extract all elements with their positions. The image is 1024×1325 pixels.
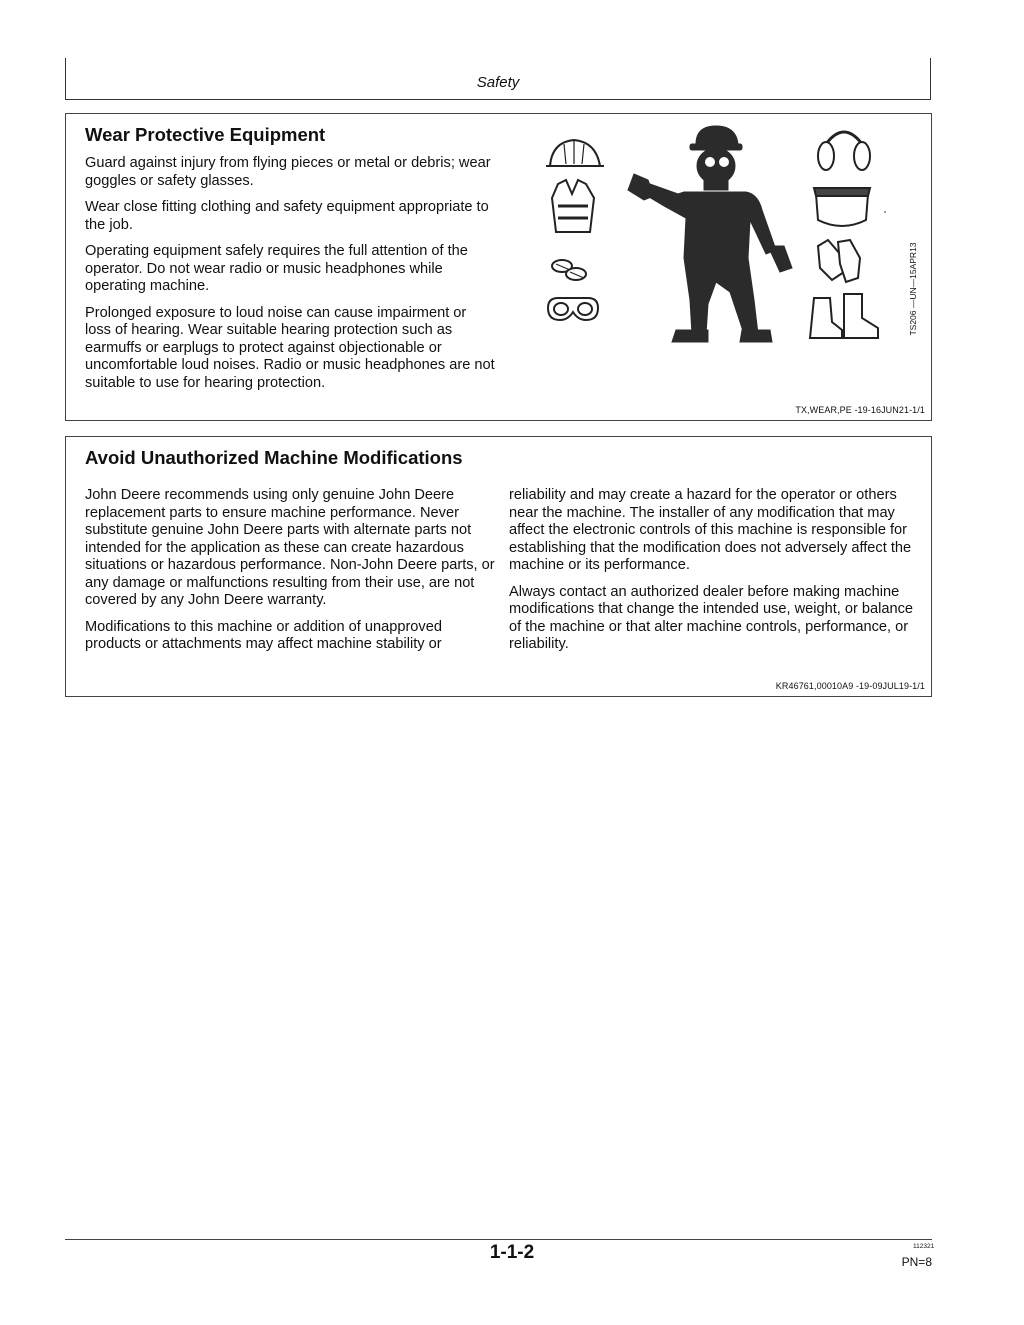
paragraph: Guard against injury from flying pieces or metal or debris; wear goggles or safety glasses. [85,155,491,189]
footer-divider [65,1239,932,1240]
paragraph: Modifications to this machine or addition of unapproved products or attachments may affect machine stability or [85,618,442,652]
gloves-icon [818,240,860,282]
paragraph: reliability and may create a hazard for the operator or others near the machine. The installer of any modification that may affect the electronic controls of this machine is responsible for establishing that the modification does not adversely affect the machine or its performance. [509,487,912,573]
paragraph: Prolonged exposure to loud noise can cause impairment or loss of hearing. Wear suitable hearing protection such as earmuffs or earplugs to protect against objectionable or uncomfortable loud noises. Radio or music headphones are not suitable to use for hearing protection. [85,304,495,391]
earplugs-icon [552,260,586,280]
section-wear-protective-equipment [65,113,932,421]
reference-code: KR46761,00010A9 -19-09JUL19-1/1 [775,681,925,691]
print-code: 112321 [913,1243,935,1250]
section-avoid-unauthorized-modifications [65,436,932,697]
safety-vest-icon [552,180,594,232]
page-header [65,58,931,100]
section-title: Avoid Unauthorized Machine Modifications [85,447,463,468]
left-column [85,487,495,663]
paragraph: Always contact an authorized dealer before making machine modifications that change the intended use, weight, or balance of the machine or that alter machine controls, performance, or reliability. [509,583,914,652]
paragraph: Operating equipment safely requires the full attention of the operator. Do not wear radio or music headphones while operating machine. [85,243,468,294]
glasses-lens [705,157,715,167]
figure-code: TS206 —UN—15APR13 [908,242,918,336]
header-title: Safety [476,74,520,91]
reference-code: TX,WEAR,PE -19-16JUN21-1/1 [795,405,925,415]
page-number: 1-1-2 [489,1242,535,1263]
right-column [509,487,924,663]
hard-hat-icon [546,140,604,166]
goggles-icon [548,298,598,320]
section-title: Wear Protective Equipment [85,124,326,145]
paragraph: Wear close fitting clothing and safety equipment appropriate to the job. [85,199,489,233]
glasses-lens [719,157,729,167]
section-body [85,155,495,401]
page-sequence: PN=8 [901,1255,932,1269]
protective-equipment-illustration [544,122,896,344]
face-shield-icon [814,188,870,226]
earmuffs-icon [818,132,870,170]
paragraph: John Deere recommends using only genuine John Deere replacement parts to ensure machine performance. Never substitute genuine John Deere parts with alternate parts not intended for the application as these can create hazardous situations or hazardous performance. Non-John Deere parts, or any damage or malfunctions resulting from their use, are not covered by any John Deere warranty. [85,487,495,608]
boots-icon [810,294,878,338]
